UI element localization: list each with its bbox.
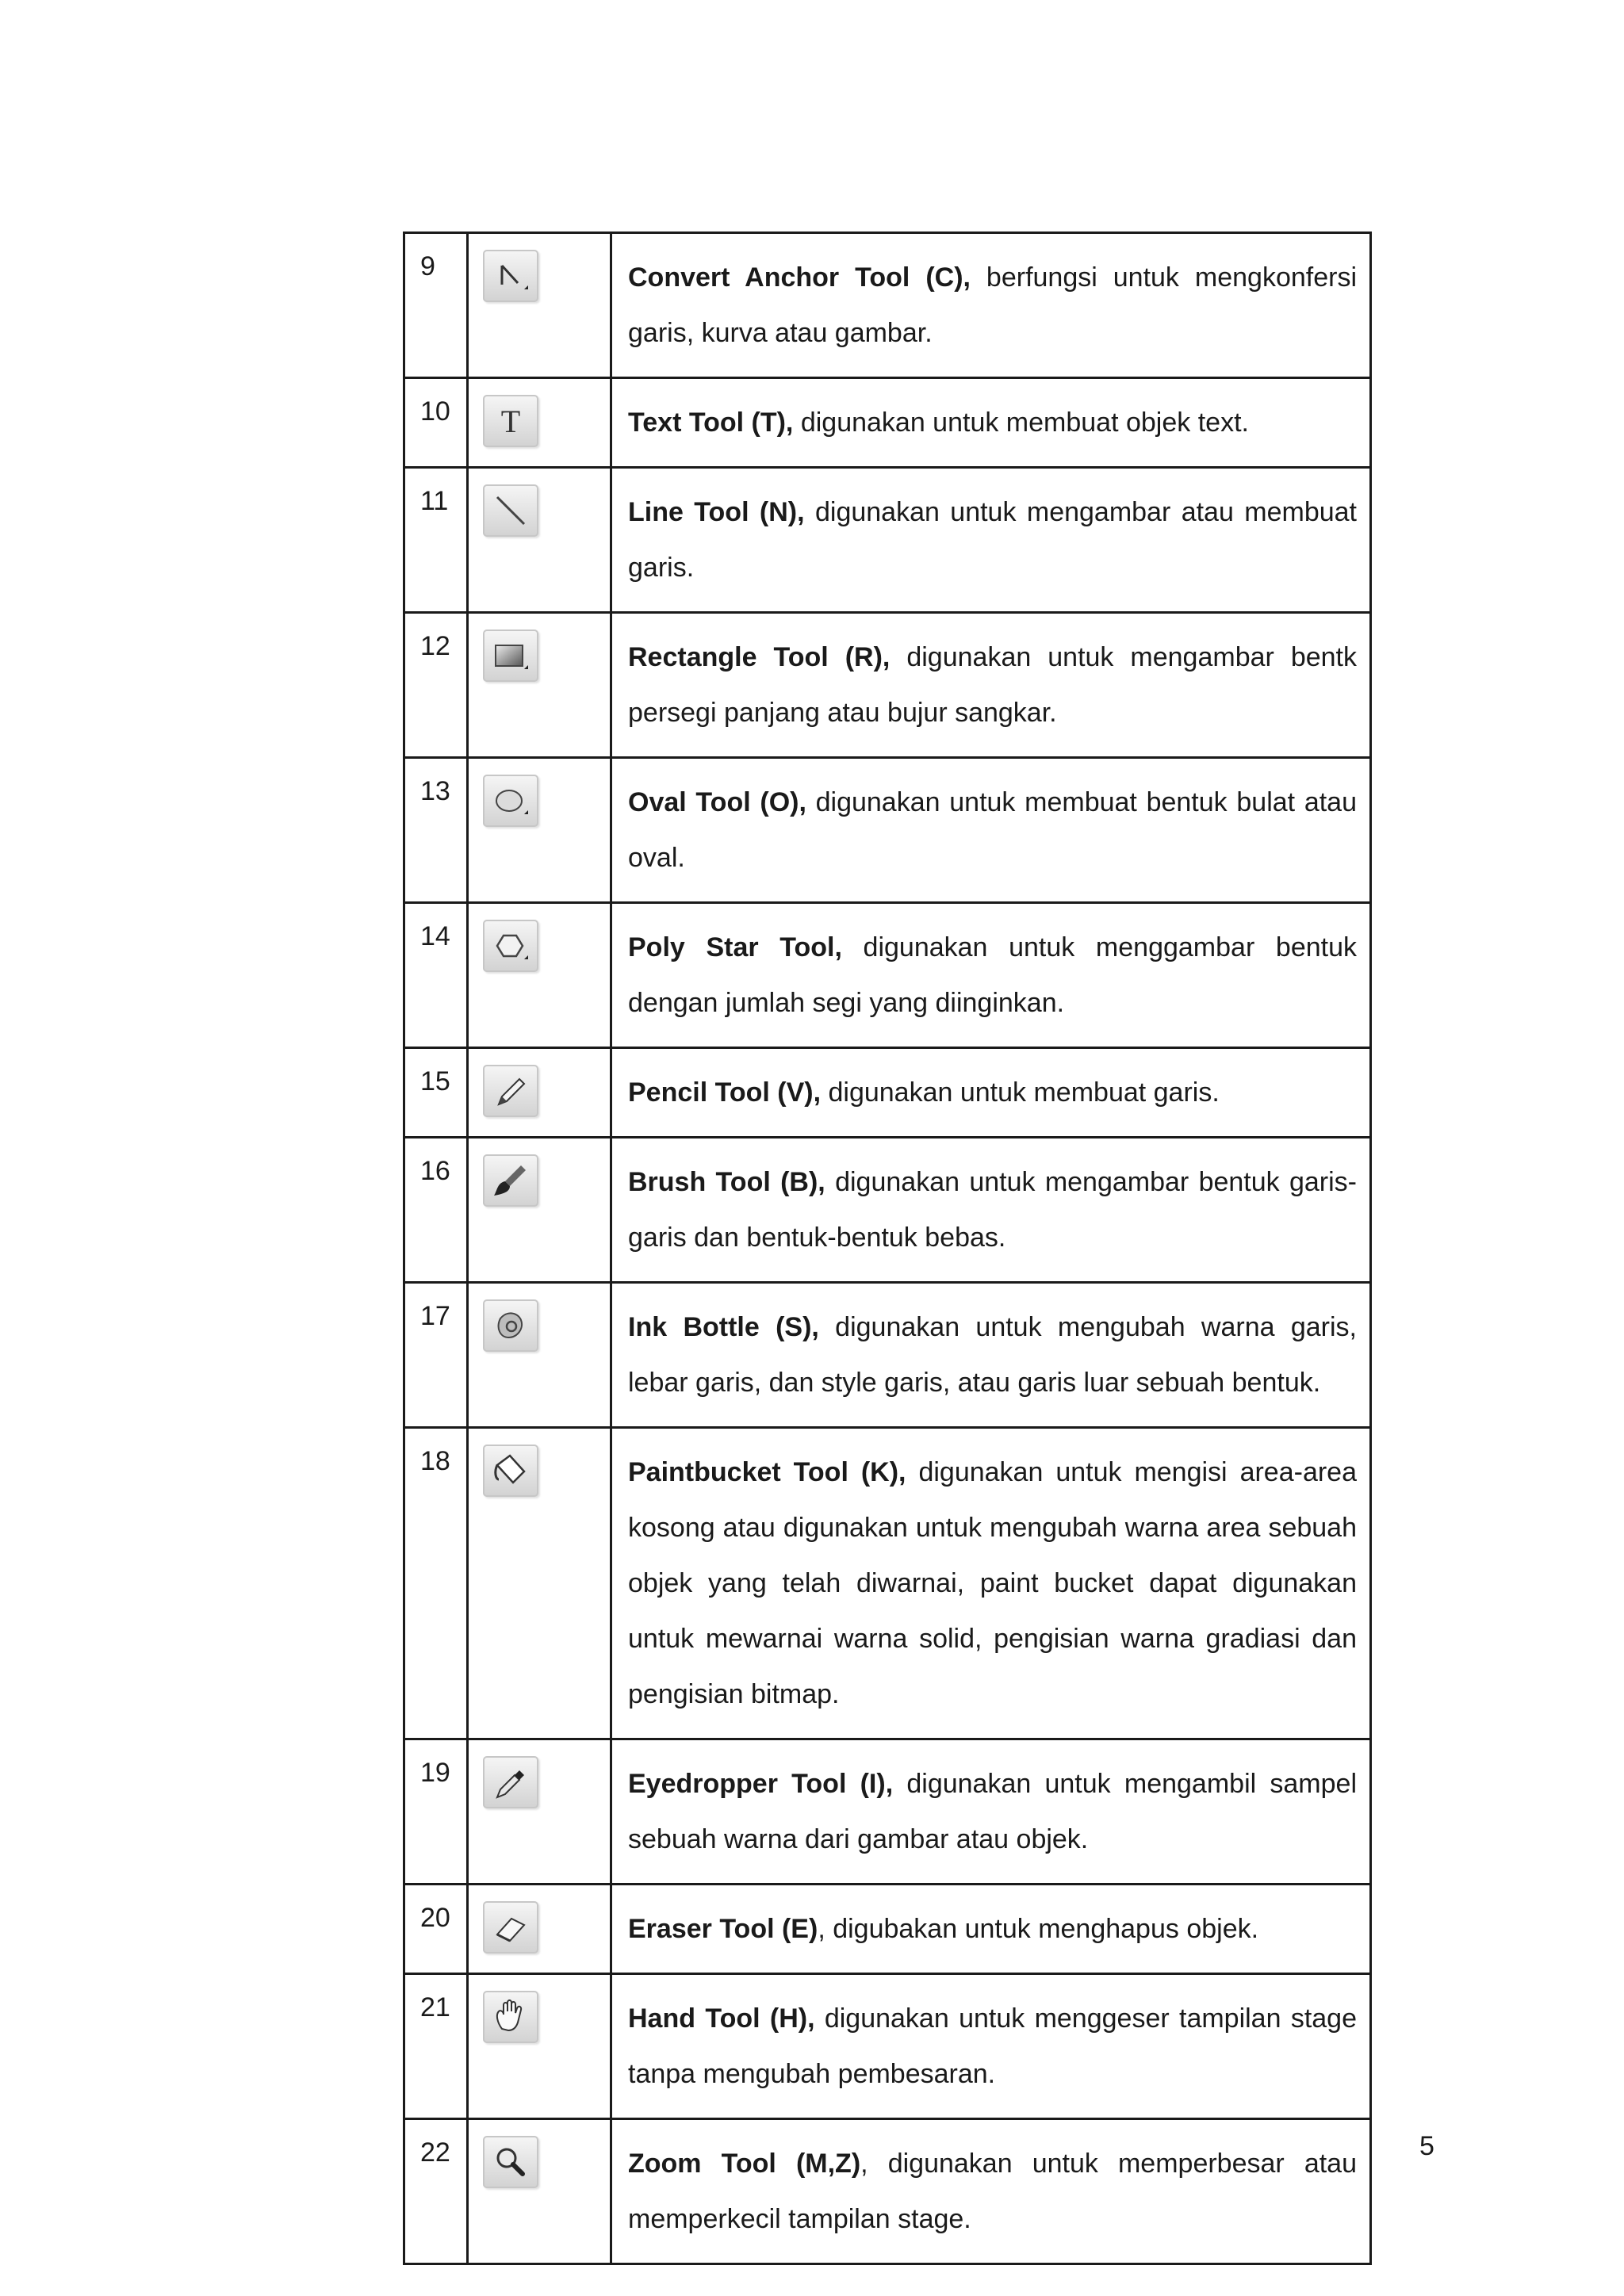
tool-description-text — [628, 2136, 1357, 2247]
tool-description: digunakan untuk mengambar bentuk garis-garis dan bentuk-bentuk bebas. — [628, 1167, 1357, 1253]
tool-name: Poly Star Tool, — [628, 932, 842, 962]
row-number: 11 — [404, 468, 468, 613]
icon-cell — [468, 1739, 611, 1885]
tool-description-text — [628, 484, 1357, 595]
icon-cell — [468, 903, 611, 1048]
row-number: 13 — [404, 758, 468, 903]
paint-bucket-icon — [483, 1445, 538, 1497]
tool-description-text — [628, 920, 1357, 1031]
icon-cell — [468, 2119, 611, 2264]
eyedropper-tool-icon — [483, 1756, 538, 1808]
description-cell — [611, 1428, 1371, 1739]
row-number: 17 — [404, 1283, 468, 1428]
description-cell — [611, 1885, 1371, 1974]
tool-description-text — [628, 1065, 1357, 1120]
tool-name: Ink Bottle (S), — [628, 1312, 819, 1342]
description-cell — [611, 613, 1371, 758]
tool-name: Hand Tool (H), — [628, 2003, 815, 2034]
tool-description-text — [628, 1299, 1357, 1410]
pencil-tool-icon — [483, 1065, 538, 1117]
icon-cell — [468, 1138, 611, 1283]
text-tool-icon — [483, 395, 538, 447]
description-cell — [611, 903, 1371, 1048]
row-number: 22 — [404, 2119, 468, 2264]
tool-description: , digubakan untuk menghapus objek. — [818, 1914, 1259, 1944]
description-cell — [611, 1283, 1371, 1428]
poly-star-tool-icon — [483, 920, 538, 972]
tool-description: digunakan untuk menggeser tampilan stage tanpa mengubah pembesaran. — [628, 2003, 1357, 2089]
icon-cell — [468, 1428, 611, 1739]
tool-description: digunakan untuk mengambil sampel sebuah warna dari gambar atau objek. — [628, 1769, 1357, 1854]
tool-description: digunakan untuk membuat garis. — [821, 1077, 1220, 1108]
table-row — [404, 1283, 1371, 1428]
icon-cell — [468, 1885, 611, 1974]
tool-description-text — [628, 775, 1357, 886]
tool-description: digunakan untuk mengubah warna garis, lebar garis, dan style garis, atau garis luar sebuah bentuk. — [628, 1312, 1357, 1398]
tool-description: digunakan untuk mengambar atau membuat garis. — [628, 497, 1357, 583]
table-row — [404, 233, 1371, 378]
icon-cell — [468, 613, 611, 758]
tool-name: Text Tool (T), — [628, 408, 794, 438]
row-number: 12 — [404, 613, 468, 758]
line-tool-icon — [483, 484, 538, 537]
description-cell — [611, 1974, 1371, 2119]
icon-cell — [468, 468, 611, 613]
eraser-tool-icon — [483, 1901, 538, 1954]
row-number: 10 — [404, 378, 468, 468]
hand-tool-icon — [483, 1991, 538, 2043]
tool-description-text — [628, 1756, 1357, 1867]
page-number: 5 — [1419, 2131, 1434, 2161]
tool-description: digunakan untuk membuat bentuk bulat atau oval. — [628, 787, 1357, 873]
tool-description-text — [628, 250, 1357, 361]
tool-table — [403, 232, 1372, 2265]
row-number: 18 — [404, 1428, 468, 1739]
row-number: 14 — [404, 903, 468, 1048]
row-number: 19 — [404, 1739, 468, 1885]
description-cell — [611, 1739, 1371, 1885]
table-row — [404, 1739, 1371, 1885]
icon-cell — [468, 1974, 611, 2119]
row-number: 20 — [404, 1885, 468, 1974]
oval-tool-icon — [483, 775, 538, 827]
tool-description: digunakan untuk menggambar bentuk dengan jumlah segi yang diinginkan. — [628, 932, 1357, 1018]
tool-name: Paintbucket Tool (K), — [628, 1457, 906, 1487]
table-row — [404, 903, 1371, 1048]
tool-description-text — [628, 1445, 1357, 1722]
row-number: 15 — [404, 1048, 468, 1138]
tool-description-text — [628, 1991, 1357, 2102]
svg-text:T: T — [500, 404, 521, 439]
description-cell — [611, 1138, 1371, 1283]
tool-description: digunakan untuk mengambar bentk persegi panjang atau bujur sangkar. — [628, 642, 1357, 728]
description-cell — [611, 468, 1371, 613]
tool-name: Pencil Tool (V), — [628, 1077, 822, 1108]
row-number: 16 — [404, 1138, 468, 1283]
table-row — [404, 468, 1371, 613]
tool-table-body — [404, 233, 1371, 2264]
icon-cell — [468, 1048, 611, 1138]
table-row — [404, 1974, 1371, 2119]
tool-name: Eyedropper Tool (I), — [628, 1769, 894, 1799]
tool-name: Brush Tool (B), — [628, 1167, 825, 1197]
tool-description: digunakan untuk mengisi area-area kosong atau digunakan untuk mengubah warna area sebuah objek yang telah diwarnai, paint bucket dapat digunakan untuk mewarnai warna solid, pengisian warna gradiasi dan pengisian bitmap. — [628, 1457, 1357, 1709]
tool-description: digunakan untuk membuat objek text. — [793, 408, 1249, 438]
table-row — [404, 1428, 1371, 1739]
table-row — [404, 758, 1371, 903]
brush-tool-icon — [483, 1154, 538, 1207]
tool-description: berfungsi untuk mengkonfersi garis, kurva atau gambar. — [628, 262, 1357, 348]
table-row — [404, 613, 1371, 758]
icon-cell — [468, 1283, 611, 1428]
table-row — [404, 378, 1371, 468]
icon-cell — [468, 758, 611, 903]
icon-cell — [468, 233, 611, 378]
tool-name: Rectangle Tool (R), — [628, 642, 891, 672]
table-row — [404, 1048, 1371, 1138]
tool-description-text — [628, 1901, 1357, 1957]
tool-name: Convert Anchor Tool (C), — [628, 262, 971, 293]
table-row — [404, 1885, 1371, 1974]
tool-name: Zoom Tool (M,Z) — [628, 2149, 861, 2179]
tool-name: Eraser Tool (E) — [628, 1914, 818, 1944]
tool-description-text — [628, 629, 1357, 740]
tool-description-text — [628, 395, 1357, 450]
tool-description: , digunakan untuk memperbesar atau memperkecil tampilan stage. — [628, 2149, 1358, 2234]
row-number: 21 — [404, 1974, 468, 2119]
row-number: 9 — [404, 233, 468, 378]
description-cell — [611, 233, 1371, 378]
rectangle-tool-icon — [483, 629, 538, 682]
table-row — [404, 1138, 1371, 1283]
description-cell — [611, 378, 1371, 468]
tool-name: Line Tool (N), — [628, 497, 805, 527]
description-cell — [611, 758, 1371, 903]
convert-anchor-icon — [483, 250, 538, 302]
description-cell — [611, 1048, 1371, 1138]
table-row — [404, 2119, 1371, 2264]
zoom-tool-icon — [483, 2136, 538, 2188]
icon-cell — [468, 378, 611, 468]
ink-bottle-icon — [483, 1299, 538, 1352]
description-cell — [611, 2119, 1371, 2264]
tool-name: Oval Tool (O), — [628, 787, 806, 817]
tool-description-text — [628, 1154, 1357, 1265]
